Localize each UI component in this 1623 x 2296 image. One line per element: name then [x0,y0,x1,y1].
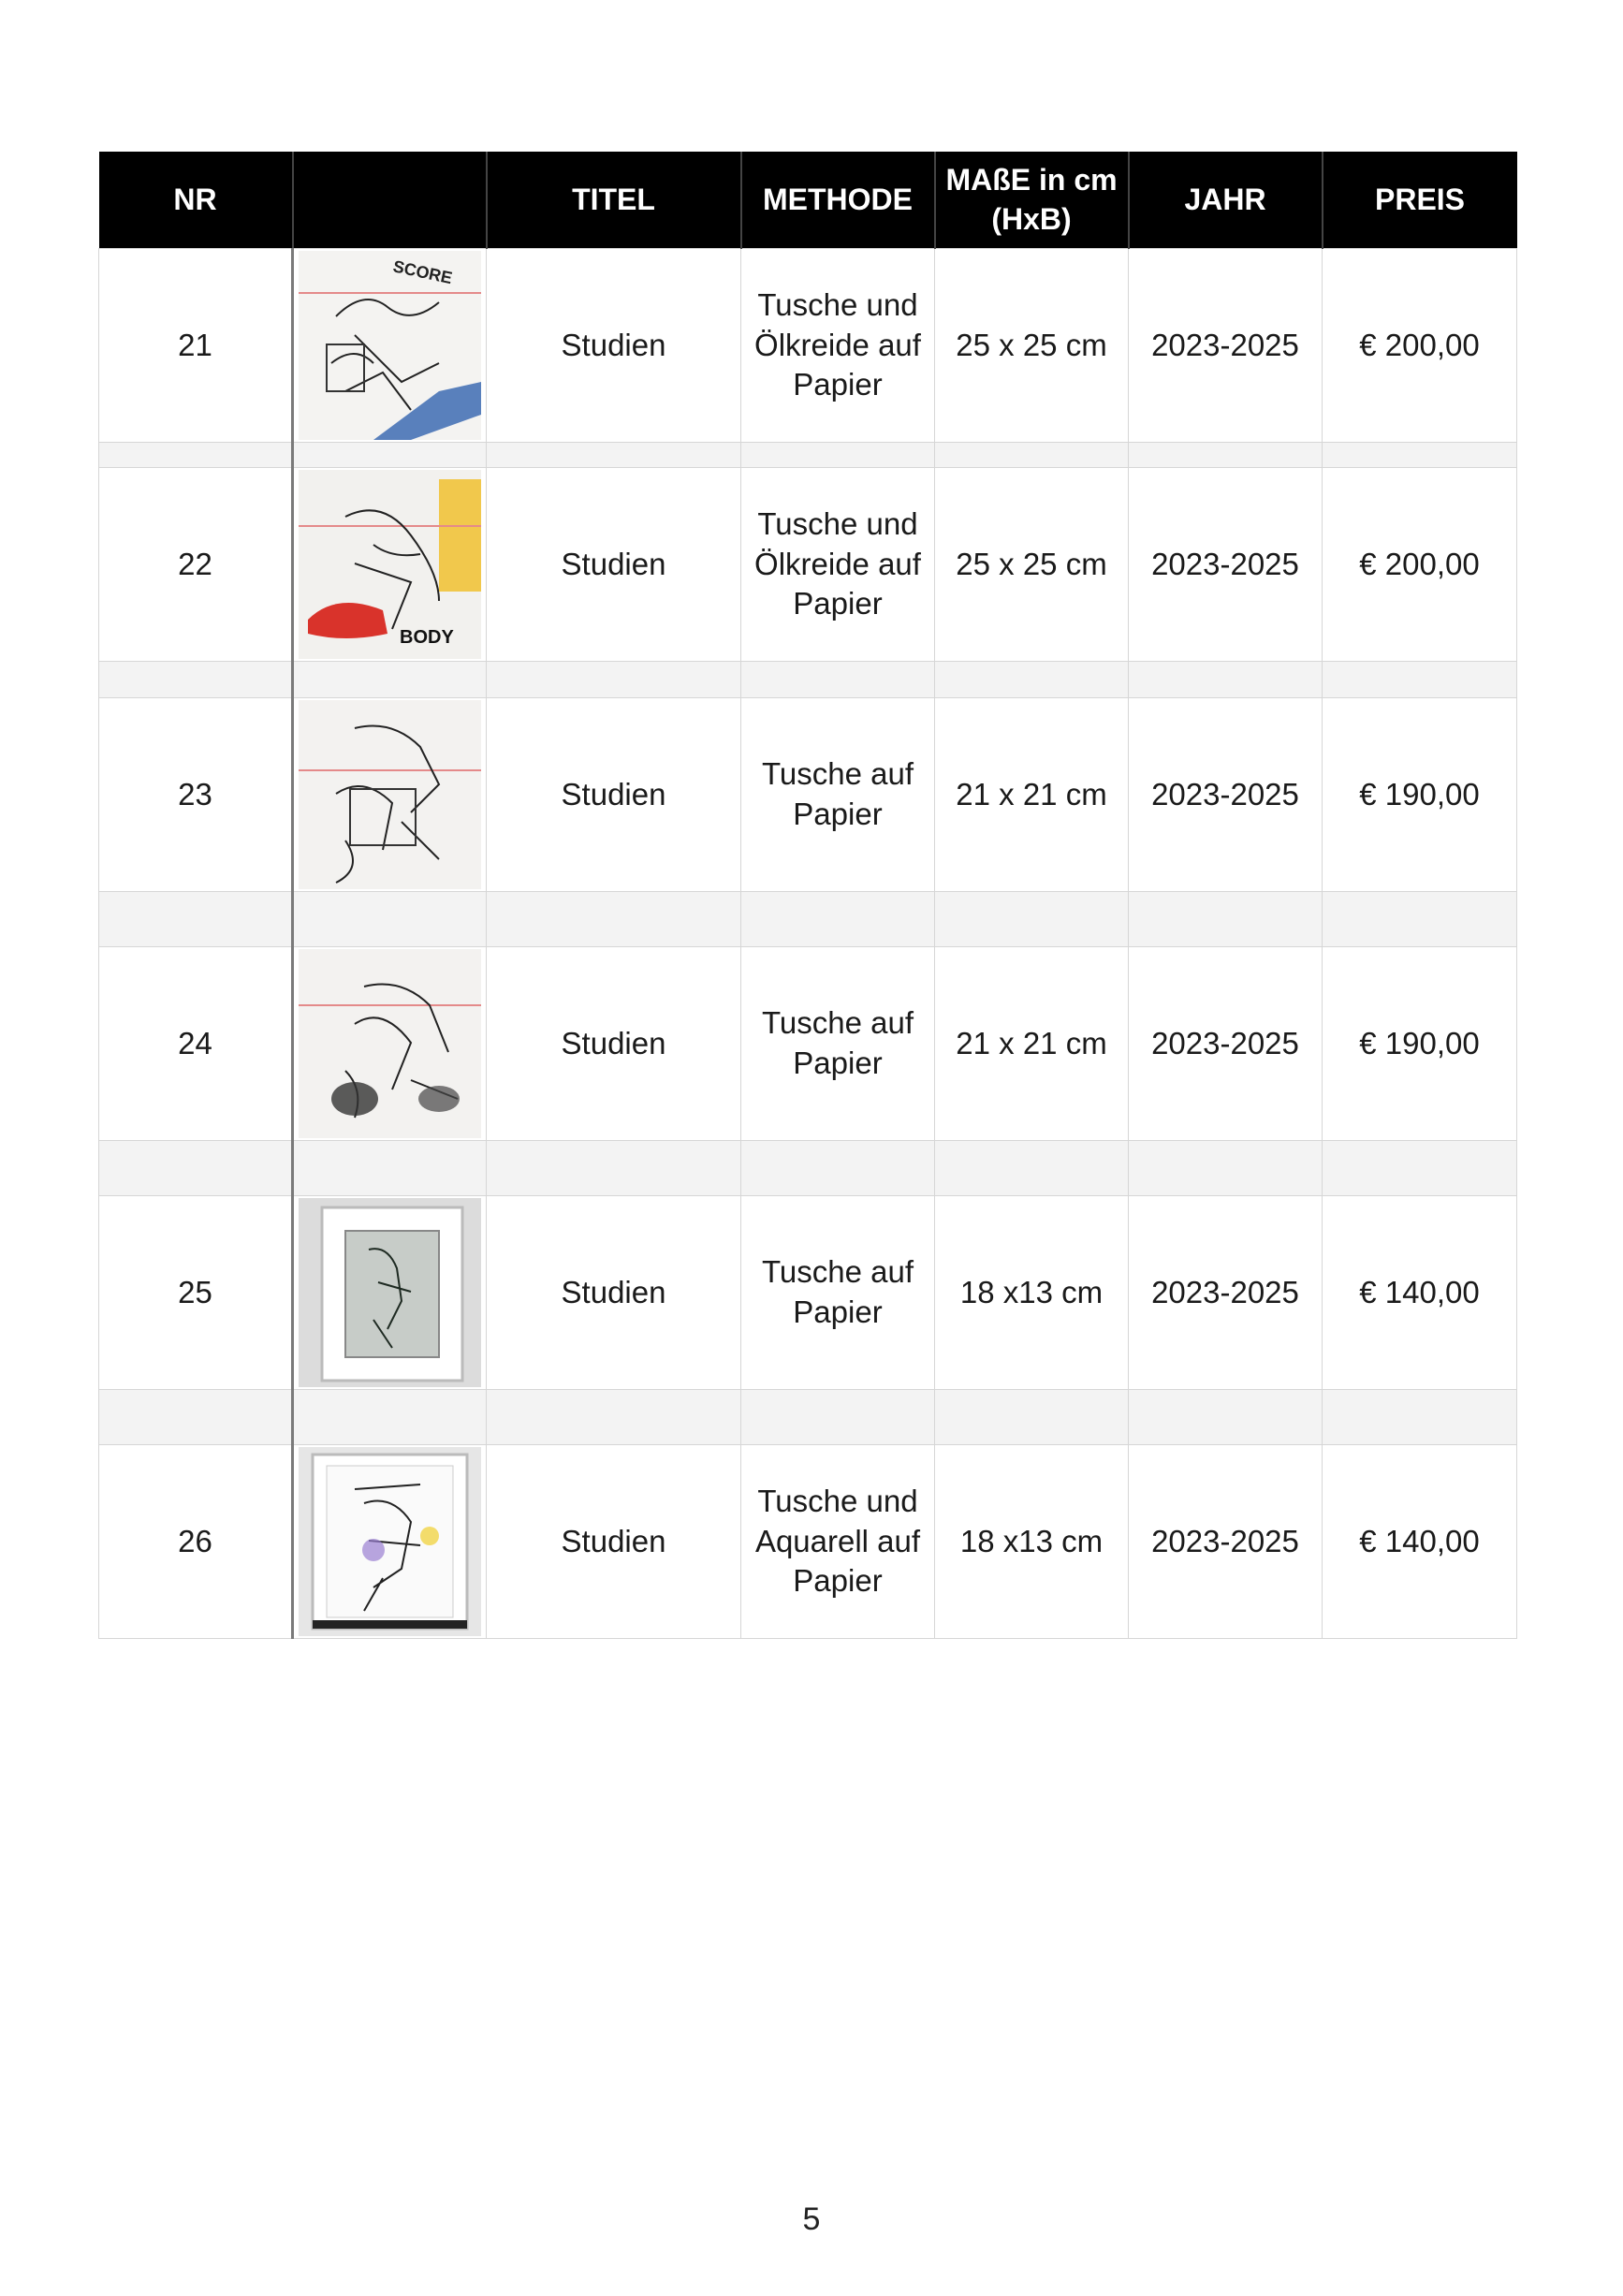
table-row [99,249,1517,443]
methode-line: Tusche auf [761,1254,914,1290]
cell-titel: Studien [487,468,741,662]
svg-text:BODY: BODY [400,627,454,648]
cell-titel: Studien [487,1445,741,1639]
page-number: 5 [802,2201,821,2237]
cell-jahr: 2023-2025 [1129,468,1323,662]
spacer-row [99,662,1517,698]
header-image [293,152,487,249]
artwork-price-list [98,152,1516,1639]
cell-preis: € 200,00 [1323,468,1517,662]
cell-preis: € 190,00 [1323,947,1517,1141]
header-preis: PREIS [1323,152,1517,249]
cell-nr: 21 [99,249,293,443]
cell-preis: € 200,00 [1323,249,1517,443]
table-row [99,947,1517,1141]
cell-titel: Studien [487,947,741,1141]
cell-methode [741,698,935,892]
artwork-table [98,152,1517,1639]
header-titel: TITEL [487,152,741,249]
table-row [99,698,1517,892]
cell-methode [741,1445,935,1639]
table-row [99,1196,1517,1390]
artwork-thumbnail [293,947,487,1141]
cell-methode [741,1196,935,1390]
methode-line: Papier [793,797,883,831]
cell-nr: 23 [99,698,293,892]
cell-titel: Studien [487,1196,741,1390]
header-masse-line1: MAßE in cm [945,162,1118,197]
cell-jahr: 2023-2025 [1129,1196,1323,1390]
header-masse [935,152,1129,249]
methode-line: Tusche und [757,505,918,541]
cell-titel: Studien [487,698,741,892]
cell-methode [741,468,935,662]
table-body [99,249,1517,1639]
methode-line: Papier [793,1046,883,1080]
artwork-thumbnail [293,1196,487,1390]
cell-jahr: 2023-2025 [1129,249,1323,443]
cell-preis: € 140,00 [1323,1445,1517,1639]
cell-masse: 21 x 21 cm [935,698,1129,892]
table-row [99,1445,1517,1639]
cell-preis: € 190,00 [1323,698,1517,892]
methode-line: Aquarell auf [754,1523,921,1558]
methode-line: Ölkreide auf [754,546,921,581]
cell-methode [741,947,935,1141]
artwork-thumbnail [293,698,487,892]
methode-line: Tusche und [757,286,918,322]
cell-masse: 18 x13 cm [935,1445,1129,1639]
header-methode: METHODE [741,152,935,249]
cell-preis: € 140,00 [1323,1196,1517,1390]
methode-line: Tusche auf [761,756,914,792]
cell-jahr: 2023-2025 [1129,698,1323,892]
cell-methode [741,249,935,443]
methode-line: Papier [793,367,883,402]
methode-line: Tusche auf [761,1005,914,1041]
artwork-thumbnail [293,468,487,662]
cell-masse: 25 x 25 cm [935,249,1129,443]
methode-line: Papier [793,1563,883,1599]
cell-nr: 22 [99,468,293,662]
cell-titel: Studien [487,249,741,443]
cell-jahr: 2023-2025 [1129,1445,1323,1639]
svg-text:SCORE: SCORE [391,256,454,288]
spacer-row [99,1141,1517,1196]
artwork-thumbnail [293,249,487,443]
cell-nr: 26 [99,1445,293,1639]
cell-masse: 18 x13 cm [935,1196,1129,1390]
cell-masse: 21 x 21 cm [935,947,1129,1141]
cell-nr: 24 [99,947,293,1141]
spacer-row [99,443,1517,468]
methode-line: Papier [793,1294,883,1329]
table-row [99,468,1517,662]
artwork-thumbnail [293,1445,487,1639]
cell-jahr: 2023-2025 [1129,947,1323,1141]
methode-line: Papier [793,586,883,622]
methode-line: Ölkreide auf [754,327,921,362]
methode-line: Tusche und [757,1483,918,1518]
spacer-row [99,892,1517,947]
header-nr: NR [99,152,293,249]
header-jahr: JAHR [1129,152,1323,249]
table-header-row [99,152,1517,249]
spacer-row [99,1390,1517,1445]
cell-masse: 25 x 25 cm [935,468,1129,662]
cell-nr: 25 [99,1196,293,1390]
header-masse-line2: (HxB) [991,201,1072,236]
